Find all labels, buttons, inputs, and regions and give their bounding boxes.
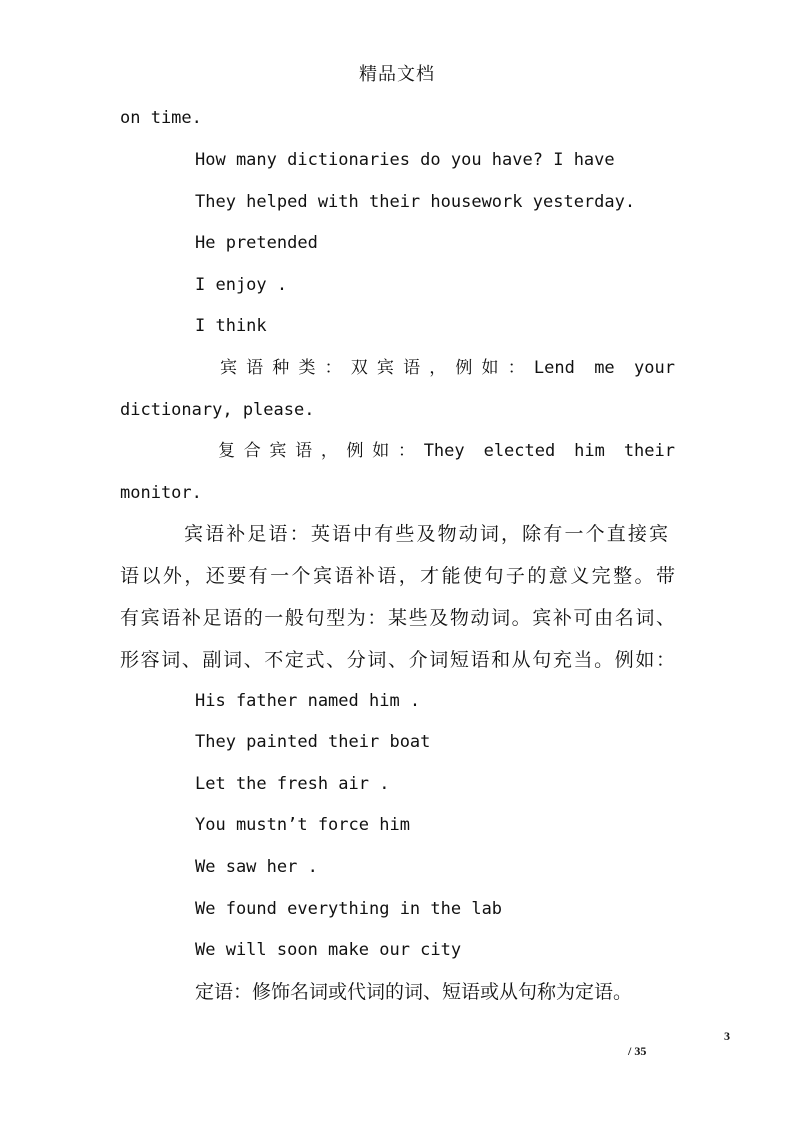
page-number: 3 — [724, 1029, 730, 1043]
text-line: We saw her . — [195, 857, 318, 877]
text-line: We will soon make our city — [195, 940, 462, 960]
text-line: He pretended — [195, 233, 318, 253]
text-line: Let the fresh air . — [195, 774, 390, 794]
text-line: 复合宾语，例如：They elected him their — [218, 441, 675, 461]
text-line: His father named him . — [195, 691, 421, 711]
text-line: monitor. — [120, 483, 202, 503]
text-line: They painted their boat — [195, 732, 431, 752]
text-line: 语以外，还要有一个宾语补语，才能使句子的意义完整。带 — [120, 565, 675, 587]
text-line: I think — [195, 316, 267, 336]
text-line: How many dictionaries do you have? I have — [195, 150, 615, 170]
text-line: 宾语补足语：英语中有些及物动词，除有一个直接宾 — [184, 523, 668, 545]
page-total: / 35 — [628, 1044, 647, 1058]
text-line: 形容词、副词、不定式、分词、介词短语和从句充当。例如： — [120, 649, 675, 671]
text-line: 有宾语补足语的一般句型为：某些及物动词。宾补可由名词、 — [120, 607, 675, 629]
text-line: We found everything in the lab — [195, 899, 503, 919]
text-line: You mustn’t force him — [195, 815, 410, 835]
page-header-title: 精品文档 — [359, 64, 435, 85]
text-line: dictionary, please. — [120, 400, 315, 420]
text-line: I enjoy . — [195, 275, 288, 295]
text-line: They helped with their housework yesterday. — [195, 192, 636, 212]
text-line: 宾语种类：双宾语，例如：Lend me your — [220, 358, 675, 378]
text-line: 定语：修饰名词或代词的词、短语或从句称为定语。 — [195, 981, 633, 1003]
text-line: on time. — [120, 108, 202, 128]
